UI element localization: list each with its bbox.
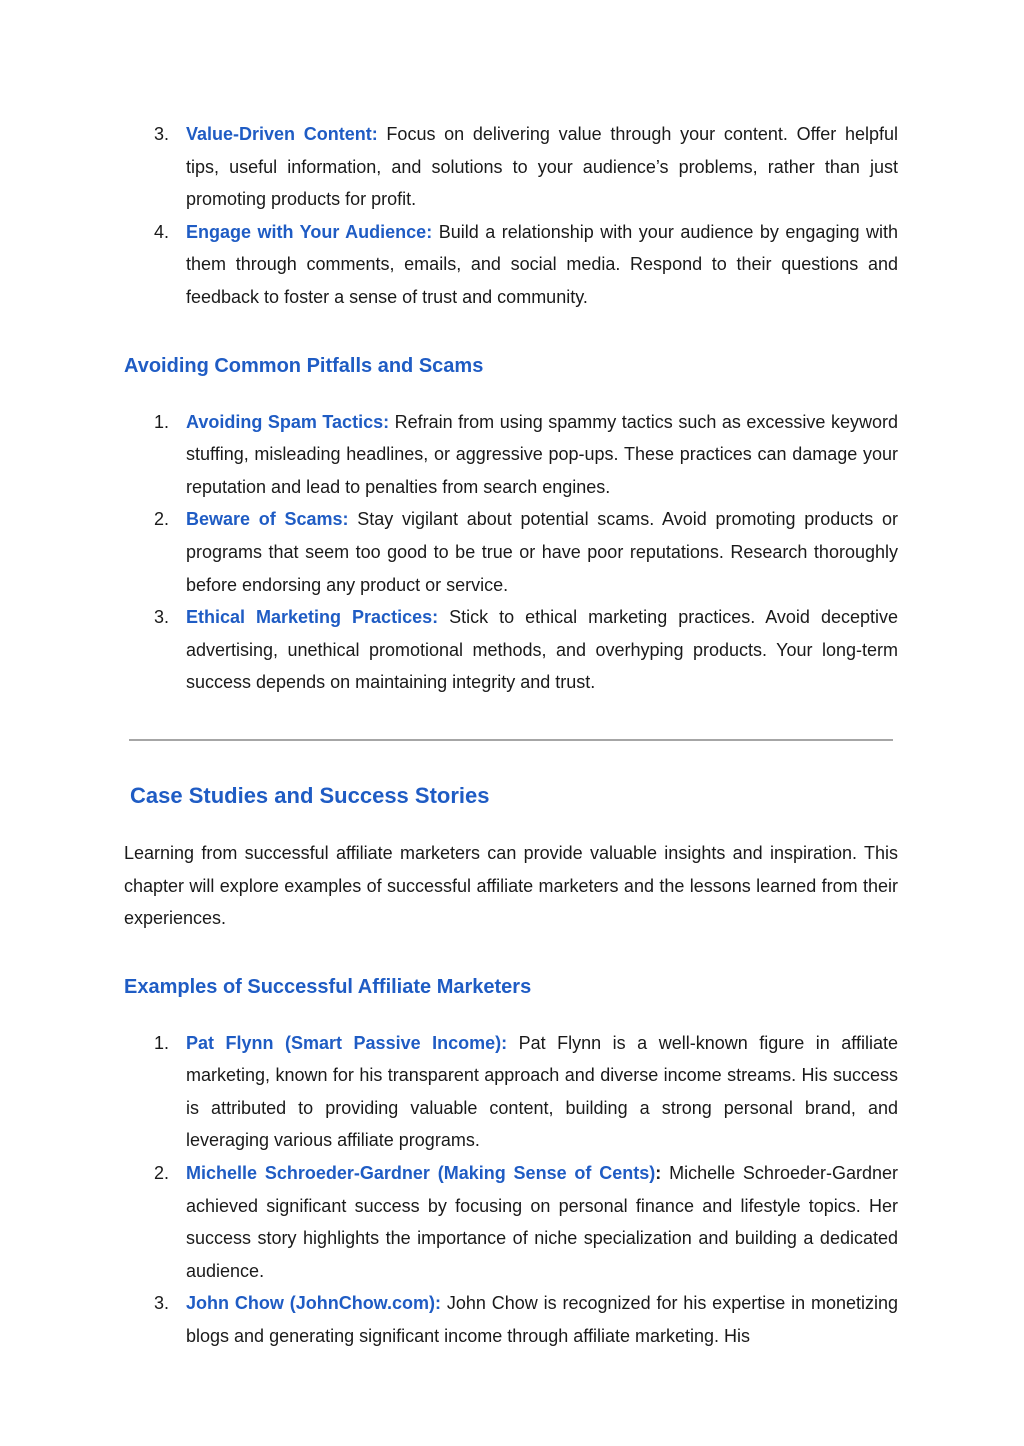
- list-number: 2.: [154, 1163, 170, 1184]
- list-number: 2.: [154, 509, 170, 530]
- document-page: [124, 118, 898, 1353]
- list-item: [124, 118, 898, 216]
- list-item: [124, 216, 898, 314]
- list-item-lead: Michelle Schroeder-Gardner (Making Sense of Cents): [186, 1163, 656, 1184]
- pitfalls-list: [124, 406, 898, 699]
- list-number: 4.: [154, 221, 170, 242]
- case-studies-intro: Learning from successful affiliate marketers can provide valuable insights and inspiration. This chapter will explore examples of successful affiliate marketers and the lessons learned from their experiences.: [124, 842, 898, 929]
- list-item-text: Michelle Schroeder-Gardner achieved significant success by focusing on personal finance and lifestyle topics. Her success story highlights the importance of niche specialization and building a dedicated audience.: [186, 1163, 899, 1281]
- section-divider: [129, 739, 893, 741]
- list-item-text: Refrain from using spammy tactics such as excessive keyword stuffing, misleading headlines, or aggressive pop-ups. These practices can damage your reputation and lead to penalties from search engines.: [186, 411, 898, 497]
- examples-heading: Examples of Successful Affiliate Marketers: [124, 975, 532, 998]
- case-studies-heading: Case Studies and Success Stories: [130, 782, 490, 808]
- list-item: [124, 601, 898, 699]
- list-item-text: Pat Flynn is a well-known figure in affiliate marketing, known for his transparent approach and diverse income streams. His success is attributed to providing valuable content, building a strong personal brand, and leveraging various affiliate programs.: [186, 1032, 899, 1151]
- list-item-lead: Avoiding Spam Tactics:: [186, 411, 390, 432]
- list-item-colon: :: [655, 1163, 662, 1184]
- list-item-text: Build a relationship with your audience by engaging with them through comments, emails, and social media. Respond to their questions and feedback to foster a sense of trust and community.: [186, 221, 898, 307]
- list-item-lead: Engage with Your Audience:: [186, 221, 433, 242]
- list-item-lead: John Chow (JohnChow.com):: [186, 1293, 442, 1314]
- list-number: 1.: [154, 411, 170, 432]
- list-item-text: Focus on delivering value through your content. Offer helpful tips, useful information, and solutions to your audience’s problems, rather than just promoting products for profit.: [186, 124, 898, 210]
- list-item-text: John Chow is recognized for his expertise in monetizing blogs and generating significant income through affiliate marketing. His: [186, 1293, 898, 1347]
- list-number: 1.: [154, 1032, 170, 1053]
- list-item: [124, 1157, 898, 1287]
- list-number: 3.: [154, 124, 170, 144]
- list-number: 3.: [154, 1293, 170, 1314]
- list-item-lead: Beware of Scams:: [186, 509, 349, 530]
- list-top: [124, 118, 898, 314]
- list-number: 3.: [154, 607, 170, 628]
- list-item-text: Stay vigilant about potential scams. Avoid promoting products or programs that seem too good to be true or have poor reputations. Research thoroughly before endorsing any product or service.: [186, 509, 898, 595]
- list-item: [124, 406, 898, 504]
- list-item-lead: Ethical Marketing Practices:: [186, 607, 439, 628]
- list-item: [124, 1027, 898, 1157]
- pitfalls-heading: Avoiding Common Pitfalls and Scams: [124, 354, 484, 377]
- examples-list: [124, 1027, 898, 1353]
- list-item: [124, 1287, 898, 1352]
- list-item-text: Stick to ethical marketing practices. Avoid deceptive advertising, unethical promotional methods, and overhyping products. Your long-term success depends on maintaining integrity and trust.: [186, 607, 898, 693]
- list-item-lead: Pat Flynn (Smart Passive Income):: [186, 1032, 508, 1053]
- list-item: [124, 503, 898, 601]
- list-item-lead: Value-Driven Content:: [186, 124, 378, 144]
